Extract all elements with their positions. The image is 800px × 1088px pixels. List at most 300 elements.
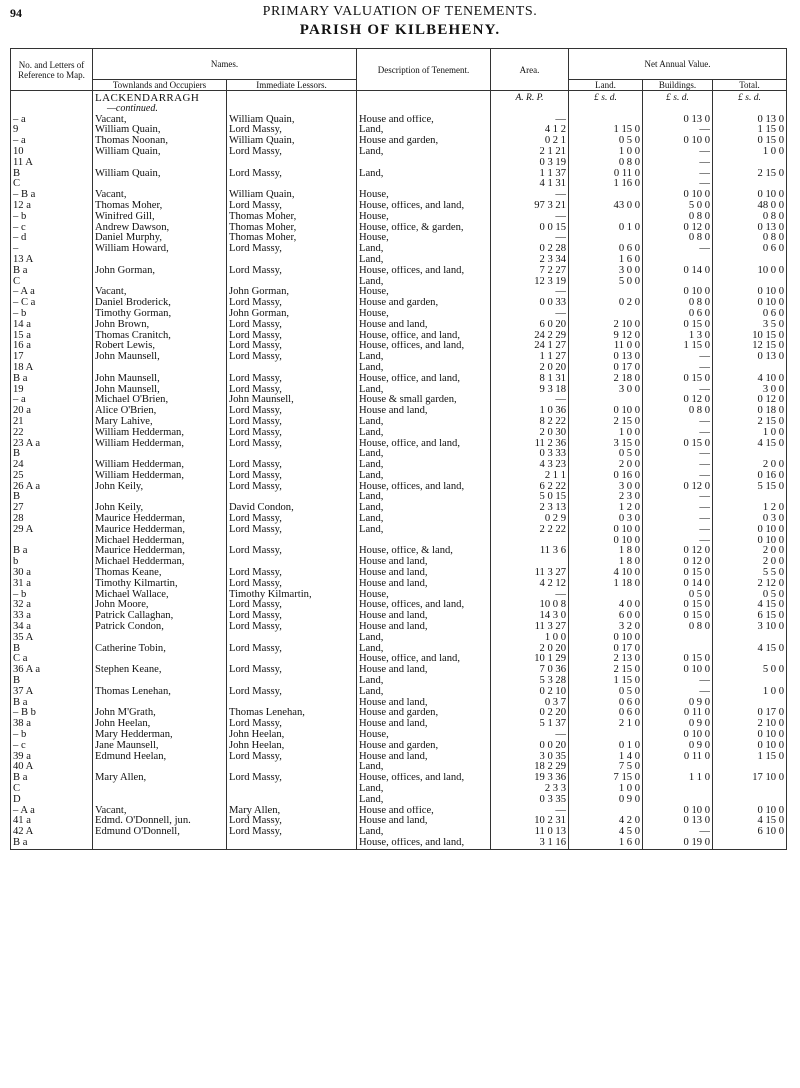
- table-row: [11, 827, 787, 838]
- total-value-cell: 0 16 0: [713, 471, 787, 482]
- occupier-cell: Stephen Keane,: [93, 665, 227, 676]
- lessor-cell: David Condon,: [227, 503, 357, 514]
- occupier-cell: John Moore,: [93, 600, 227, 611]
- land-value-cell: 0 17 0: [569, 644, 643, 655]
- lessor-cell: Mary Allen,: [227, 806, 357, 817]
- parish-title: PARISH OF KILBEHENY.: [299, 22, 501, 38]
- land-value-cell: 4 0 0: [569, 600, 643, 611]
- land-value-cell: 1 15 0: [569, 676, 643, 687]
- area-cell: —: [491, 190, 569, 201]
- occupier-cell: William Howard,: [93, 244, 227, 255]
- land-value-cell: 0 11 0: [569, 169, 643, 180]
- occupier-cell: [93, 784, 227, 795]
- area-cell: —: [491, 233, 569, 244]
- land-value-cell: [569, 590, 643, 601]
- table-row: [11, 190, 787, 201]
- area-cell: 2 3 3: [491, 784, 569, 795]
- area-cell: 1 0 0: [491, 633, 569, 644]
- buildings-value-cell: —: [643, 536, 713, 547]
- buildings-value-cell: —: [643, 514, 713, 525]
- buildings-value-cell: —: [643, 676, 713, 687]
- land-value-cell: 3 15 0: [569, 439, 643, 450]
- total-value-cell: [713, 795, 787, 806]
- occupier-cell: Mary Allen,: [93, 773, 227, 784]
- description-cell: House and garden,: [357, 298, 491, 309]
- ref-cell: B a: [11, 698, 93, 709]
- ref-cell: 20 a: [11, 406, 93, 417]
- area-cell: 11 3 27: [491, 568, 569, 579]
- lessor-cell: [227, 158, 357, 169]
- land-value-cell: 2 18 0: [569, 374, 643, 385]
- total-value-cell: [713, 277, 787, 288]
- description-cell: House and garden,: [357, 741, 491, 752]
- description-cell: Land,: [357, 633, 491, 644]
- land-value-cell: 3 0 0: [569, 385, 643, 396]
- area-cell: 4 1 31: [491, 179, 569, 190]
- description-cell: House and garden,: [357, 708, 491, 719]
- buildings-value-cell: 0 9 0: [643, 698, 713, 709]
- buildings-value-cell: —: [643, 147, 713, 158]
- area-cell: 14 3 0: [491, 611, 569, 622]
- table-row: [11, 179, 787, 190]
- table-row: [11, 395, 787, 406]
- buildings-value-cell: 0 15 0: [643, 439, 713, 450]
- lessor-cell: Lord Massy,: [227, 525, 357, 536]
- ref-cell: 14 a: [11, 320, 93, 331]
- land-value-cell: 1 6 0: [569, 255, 643, 266]
- lessor-cell: [227, 676, 357, 687]
- area-cell: 2 3 13: [491, 503, 569, 514]
- lessor-cell: Thomas Moher,: [227, 233, 357, 244]
- lessor-cell: Lord Massy,: [227, 622, 357, 633]
- area-cell: 11 0 13: [491, 827, 569, 838]
- ref-cell: 16 a: [11, 341, 93, 352]
- area-cell: 2 0 30: [491, 428, 569, 439]
- description-cell: Land,: [357, 428, 491, 439]
- buildings-value-cell: 1 1 0: [643, 773, 713, 784]
- lessor-cell: [227, 633, 357, 644]
- occupier-cell: Edmund Heelan,: [93, 752, 227, 763]
- occupier-cell: Alice O'Brien,: [93, 406, 227, 417]
- area-cell: 2 2 22: [491, 525, 569, 536]
- description-cell: House, offices, and land,: [357, 201, 491, 212]
- description-cell: House & small garden,: [357, 395, 491, 406]
- total-value-cell: 0 10 0: [713, 190, 787, 201]
- description-cell: Land,: [357, 125, 491, 136]
- total-value-cell: [713, 449, 787, 460]
- header-townlands: Townlands and Occupiers: [93, 80, 227, 91]
- description-cell: House,: [357, 309, 491, 320]
- buildings-value-cell: 0 12 0: [643, 223, 713, 234]
- lessor-cell: [227, 795, 357, 806]
- description-cell: House, offices, and land,: [357, 838, 491, 849]
- valuation-table: [10, 48, 787, 850]
- ref-cell: 24: [11, 460, 93, 471]
- description-cell: House, office, and land,: [357, 654, 491, 665]
- table-row: [11, 492, 787, 503]
- table-row: [11, 708, 787, 719]
- header-net-annual-value: Net Annual Value.: [569, 49, 787, 80]
- land-value-cell: 1 8 0: [569, 557, 643, 568]
- area-cell: [491, 536, 569, 547]
- description-cell: Land,: [357, 514, 491, 525]
- ref-cell: 39 a: [11, 752, 93, 763]
- total-value-cell: 17 10 0: [713, 773, 787, 784]
- occupier-cell: Robert Lewis,: [93, 341, 227, 352]
- total-value-cell: [713, 784, 787, 795]
- description-cell: Land,: [357, 147, 491, 158]
- occupier-cell: Michael Hedderman,: [93, 557, 227, 568]
- land-value-cell: 0 2 0: [569, 298, 643, 309]
- ref-cell: 26 A a: [11, 482, 93, 493]
- ref-cell: 23 A a: [11, 439, 93, 450]
- buildings-value-cell: —: [643, 460, 713, 471]
- land-value-cell: 0 1 0: [569, 741, 643, 752]
- buildings-value-cell: —: [643, 125, 713, 136]
- ref-cell: – a: [11, 136, 93, 147]
- buildings-value-cell: —: [643, 503, 713, 514]
- table-row: [11, 482, 787, 493]
- land-value-cell: 0 10 0: [569, 406, 643, 417]
- lessor-cell: Lord Massy,: [227, 752, 357, 763]
- table-row: [11, 503, 787, 514]
- table-row: [11, 719, 787, 730]
- buildings-value-cell: 0 15 0: [643, 600, 713, 611]
- total-value-cell: 0 13 0: [713, 115, 787, 126]
- land-value-cell: 0 1 0: [569, 223, 643, 234]
- occupier-cell: John M'Grath,: [93, 708, 227, 719]
- buildings-value-cell: 0 8 0: [643, 622, 713, 633]
- buildings-value-cell: —: [643, 827, 713, 838]
- occupier-cell: [93, 492, 227, 503]
- land-value-cell: [569, 309, 643, 320]
- lessor-cell: [227, 762, 357, 773]
- table-row: [11, 428, 787, 439]
- table-row: [11, 277, 787, 288]
- ref-cell: 33 a: [11, 611, 93, 622]
- area-cell: 5 1 37: [491, 719, 569, 730]
- total-value-cell: 2 0 0: [713, 557, 787, 568]
- buildings-value-cell: 0 5 0: [643, 590, 713, 601]
- occupier-cell: [93, 179, 227, 190]
- land-value-cell: 0 10 0: [569, 633, 643, 644]
- description-cell: House, offices, and land,: [357, 341, 491, 352]
- buildings-value-cell: 0 14 0: [643, 579, 713, 590]
- table-row: [11, 730, 787, 741]
- buildings-value-cell: [643, 762, 713, 773]
- buildings-value-cell: —: [643, 169, 713, 180]
- total-value-cell: 3 0 0: [713, 385, 787, 396]
- total-value-cell: 0 5 0: [713, 590, 787, 601]
- total-value-cell: 4 15 0: [713, 439, 787, 450]
- area-cell: 24 1 27: [491, 341, 569, 352]
- table-row: [11, 590, 787, 601]
- ref-cell: B a: [11, 266, 93, 277]
- ref-cell: D: [11, 795, 93, 806]
- area-cell: 24 2 29: [491, 331, 569, 342]
- buildings-value-cell: 0 9 0: [643, 741, 713, 752]
- description-cell: House, offices, and land,: [357, 482, 491, 493]
- area-cell: —: [491, 212, 569, 223]
- ref-cell: – b: [11, 309, 93, 320]
- lessor-cell: Lord Massy,: [227, 169, 357, 180]
- table-row: [11, 622, 787, 633]
- occupier-cell: John Maunsell,: [93, 385, 227, 396]
- description-cell: House and land,: [357, 816, 491, 827]
- land-value-cell: 0 8 0: [569, 158, 643, 169]
- land-value-cell: [569, 233, 643, 244]
- description-cell: Land,: [357, 676, 491, 687]
- total-value-cell: 0 10 0: [713, 298, 787, 309]
- total-value-cell: 12 15 0: [713, 341, 787, 352]
- lessor-cell: Lord Massy,: [227, 816, 357, 827]
- occupier-cell: Winifred Gill,: [93, 212, 227, 223]
- ref-cell: 28: [11, 514, 93, 525]
- buildings-value-cell: 0 8 0: [643, 298, 713, 309]
- occupier-cell: [93, 363, 227, 374]
- ref-cell: 30 a: [11, 568, 93, 579]
- total-value-cell: [713, 492, 787, 503]
- area-cell: 11 2 36: [491, 439, 569, 450]
- description-cell: Land,: [357, 244, 491, 255]
- ref-cell: – c: [11, 223, 93, 234]
- land-value-cell: 0 3 0: [569, 514, 643, 525]
- buildings-value-cell: 5 0 0: [643, 201, 713, 212]
- ref-cell: 18 A: [11, 363, 93, 374]
- lessor-cell: [227, 255, 357, 266]
- description-cell: House,: [357, 590, 491, 601]
- running-title: PRIMARY VALUATION OF TENEMENTS.: [262, 4, 538, 19]
- description-cell: House, office, and land,: [357, 374, 491, 385]
- land-value-cell: 0 6 0: [569, 708, 643, 719]
- description-cell: House,: [357, 233, 491, 244]
- ref-cell: B a: [11, 838, 93, 849]
- total-value-cell: 48 0 0: [713, 201, 787, 212]
- ref-cell: B: [11, 169, 93, 180]
- lessor-cell: Lord Massy,: [227, 320, 357, 331]
- occupier-cell: John Gorman,: [93, 266, 227, 277]
- buildings-value-cell: 0 10 0: [643, 287, 713, 298]
- land-value-cell: 1 0 0: [569, 428, 643, 439]
- description-cell: Land,: [357, 525, 491, 536]
- lessor-cell: Lord Massy,: [227, 687, 357, 698]
- table-row: [11, 741, 787, 752]
- lessor-cell: Lord Massy,: [227, 352, 357, 363]
- occupier-cell: [93, 698, 227, 709]
- occupier-cell: Andrew Dawson,: [93, 223, 227, 234]
- description-cell: Land,: [357, 460, 491, 471]
- lessor-cell: Lord Massy,: [227, 266, 357, 277]
- lessor-cell: William Quain,: [227, 136, 357, 147]
- ref-cell: 31 a: [11, 579, 93, 590]
- land-value-cell: [569, 395, 643, 406]
- buildings-value-cell: 0 10 0: [643, 190, 713, 201]
- buildings-value-cell: 0 10 0: [643, 730, 713, 741]
- buildings-value-cell: [643, 784, 713, 795]
- ref-cell: 27: [11, 503, 93, 514]
- land-value-cell: [569, 287, 643, 298]
- area-cell: 2 0 20: [491, 363, 569, 374]
- header-ref: No. and Letters of Reference to Map.: [11, 49, 93, 91]
- area-cell: 8 2 22: [491, 417, 569, 428]
- description-cell: House and land,: [357, 568, 491, 579]
- description-cell: [357, 536, 491, 547]
- occupier-cell: Michael Hedderman,: [93, 536, 227, 547]
- townland-name: LACKENDARRAGH: [93, 91, 227, 104]
- occupier-cell: [93, 158, 227, 169]
- ref-cell: – b: [11, 730, 93, 741]
- buildings-value-cell: —: [643, 244, 713, 255]
- buildings-value-cell: [643, 277, 713, 288]
- land-value-cell: 9 12 0: [569, 331, 643, 342]
- land-value-cell: 7 15 0: [569, 773, 643, 784]
- description-cell: House, offices, and land,: [357, 600, 491, 611]
- description-cell: House and land,: [357, 611, 491, 622]
- occupier-cell: John Keily,: [93, 482, 227, 493]
- area-cell: 12 3 19: [491, 277, 569, 288]
- header-description: Description of Tenement.: [357, 49, 491, 91]
- buildings-value-cell: 0 10 0: [643, 665, 713, 676]
- buildings-value-cell: [643, 633, 713, 644]
- table-row: [11, 806, 787, 817]
- area-cell: 3 0 35: [491, 752, 569, 763]
- ref-cell: – a: [11, 115, 93, 126]
- area-cell: 0 2 1: [491, 136, 569, 147]
- occupier-cell: Michael O'Brien,: [93, 395, 227, 406]
- description-cell: Land,: [357, 492, 491, 503]
- buildings-value-cell: —: [643, 525, 713, 536]
- lessor-cell: John Gorman,: [227, 287, 357, 298]
- occupier-cell: William Hedderman,: [93, 428, 227, 439]
- table-row: [11, 471, 787, 482]
- occupier-cell: William Quain,: [93, 147, 227, 158]
- description-cell: Land,: [357, 277, 491, 288]
- table-row: [11, 417, 787, 428]
- description-cell: Land,: [357, 762, 491, 773]
- table-row: [11, 115, 787, 126]
- occupier-cell: Timothy Gorman,: [93, 309, 227, 320]
- occupier-cell: Maurice Hedderman,: [93, 514, 227, 525]
- buildings-value-cell: —: [643, 471, 713, 482]
- land-value-cell: 3 2 0: [569, 622, 643, 633]
- lessor-cell: Lord Massy,: [227, 331, 357, 342]
- occupier-cell: Vacant,: [93, 287, 227, 298]
- table-row: [11, 838, 787, 849]
- land-value-cell: [569, 115, 643, 126]
- lessor-cell: Lord Massy,: [227, 125, 357, 136]
- description-cell: Land,: [357, 449, 491, 460]
- ref-cell: 42 A: [11, 827, 93, 838]
- total-value-cell: 0 15 0: [713, 136, 787, 147]
- ref-cell: –: [11, 244, 93, 255]
- description-cell: Land,: [357, 827, 491, 838]
- area-cell: 0 2 9: [491, 514, 569, 525]
- ref-cell: C: [11, 179, 93, 190]
- table-row: [11, 784, 787, 795]
- table-row: [11, 352, 787, 363]
- ref-cell: B: [11, 644, 93, 655]
- ref-cell: – B b: [11, 708, 93, 719]
- header-buildings: Buildings.: [643, 80, 713, 91]
- area-cell: 7 2 27: [491, 266, 569, 277]
- occupier-cell: Thomas Noonan,: [93, 136, 227, 147]
- area-cell: 0 3 33: [491, 449, 569, 460]
- table-row: [11, 158, 787, 169]
- ref-cell: 41 a: [11, 816, 93, 827]
- total-value-cell: 10 0 0: [713, 266, 787, 277]
- lessor-cell: Lord Massy,: [227, 644, 357, 655]
- occupier-cell: William Quain,: [93, 169, 227, 180]
- buildings-value-cell: 0 9 0: [643, 719, 713, 730]
- land-value-cell: 0 6 0: [569, 244, 643, 255]
- lessor-cell: Thomas Moher,: [227, 223, 357, 234]
- occupier-cell: John Brown,: [93, 320, 227, 331]
- land-value-cell: 4 2 0: [569, 816, 643, 827]
- table-row: [11, 385, 787, 396]
- buildings-value-cell: 0 8 0: [643, 233, 713, 244]
- description-cell: Land,: [357, 471, 491, 482]
- occupier-cell: Patrick Callaghan,: [93, 611, 227, 622]
- occupier-cell: William Hedderman,: [93, 439, 227, 450]
- description-cell: Land,: [357, 417, 491, 428]
- table-row: [11, 654, 787, 665]
- occupier-cell: William Hedderman,: [93, 460, 227, 471]
- area-cell: 1 1 27: [491, 352, 569, 363]
- table-row: [11, 568, 787, 579]
- description-cell: House and land,: [357, 752, 491, 763]
- ref-cell: 25: [11, 471, 93, 482]
- total-value-cell: 3 10 0: [713, 622, 787, 633]
- lessor-cell: [227, 277, 357, 288]
- lessor-cell: Lord Massy,: [227, 600, 357, 611]
- lessor-cell: Lord Massy,: [227, 341, 357, 352]
- table-row: [11, 331, 787, 342]
- total-value-cell: 2 15 0: [713, 169, 787, 180]
- area-cell: 10 0 8: [491, 600, 569, 611]
- buildings-value-cell: 0 15 0: [643, 568, 713, 579]
- table-row: [11, 136, 787, 147]
- lessor-cell: William Quain,: [227, 190, 357, 201]
- occupier-cell: John Maunsell,: [93, 374, 227, 385]
- buildings-value-cell: —: [643, 363, 713, 374]
- description-cell: House, offices, and land,: [357, 773, 491, 784]
- description-cell: House, office, and land,: [357, 439, 491, 450]
- area-cell: —: [491, 730, 569, 741]
- lessor-cell: Lord Massy,: [227, 201, 357, 212]
- area-cell: 0 3 35: [491, 795, 569, 806]
- ref-cell: – d: [11, 233, 93, 244]
- occupier-cell: John Keily,: [93, 503, 227, 514]
- description-cell: House and garden,: [357, 136, 491, 147]
- description-cell: Land,: [357, 644, 491, 655]
- table-row: [11, 557, 787, 568]
- ref-cell: 22: [11, 428, 93, 439]
- ref-cell: – C a: [11, 298, 93, 309]
- land-value-cell: 6 0 0: [569, 611, 643, 622]
- lessor-cell: [227, 784, 357, 795]
- buildings-value-cell: —: [643, 687, 713, 698]
- description-cell: House, offices, and land,: [357, 266, 491, 277]
- lessor-cell: Lord Massy,: [227, 471, 357, 482]
- description-cell: House, office, and land,: [357, 331, 491, 342]
- occupier-cell: Vacant,: [93, 190, 227, 201]
- total-value-cell: [713, 838, 787, 849]
- total-value-cell: 1 0 0: [713, 147, 787, 158]
- area-cell: 1 1 37: [491, 169, 569, 180]
- table-row: [11, 169, 787, 180]
- area-cell: 10 1 29: [491, 654, 569, 665]
- total-value-cell: 0 10 0: [713, 525, 787, 536]
